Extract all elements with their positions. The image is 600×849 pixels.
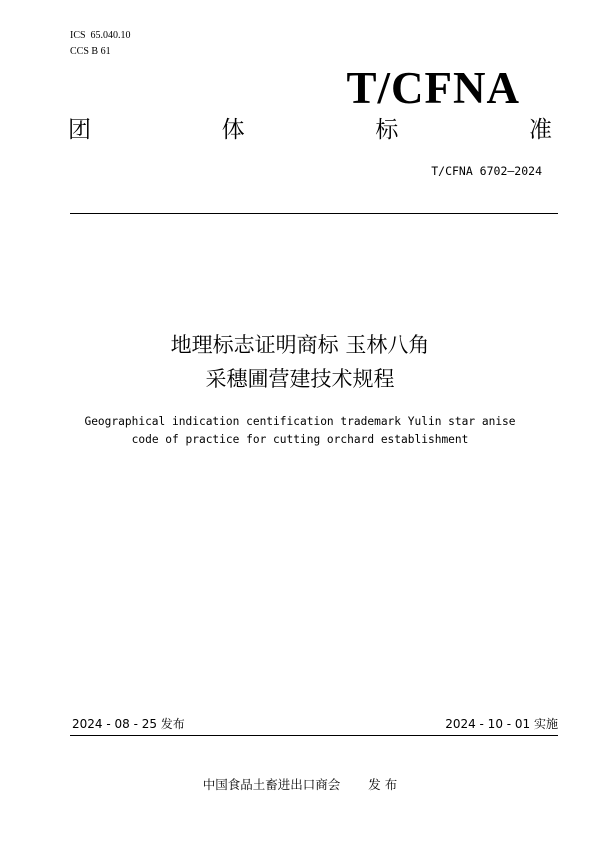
publisher-name: 中国食品土畜进出口商会 [202, 777, 341, 792]
ccs-code: CCS B 61 [70, 46, 111, 57]
publish-date: 2024 - 08 - 25 发布 [72, 717, 185, 731]
publish-label: 发 布 [368, 777, 398, 792]
ics-code: ICS 65.040.10 [70, 30, 131, 41]
title-cn-line-2: 采穗圃营建技术规程 [205, 367, 395, 391]
header-divider [70, 213, 558, 214]
publisher [0, 777, 600, 793]
title-en-line-2: code of practice for cutting orchard establishment [131, 433, 469, 446]
standard-number: T/CFNA 6702—2024 [431, 164, 542, 178]
title-cn-line-1: 地理标志证明商标 玉林八角 [170, 333, 430, 357]
footer-divider [70, 735, 558, 736]
document-type-char: 体 [221, 117, 245, 143]
document-type-char: 标 [375, 117, 399, 143]
document-type-char: 团 [68, 117, 91, 143]
document-type-char: 准 [528, 117, 552, 143]
org-logo-text: T/CFNA [346, 63, 520, 113]
implement-date: 2024 - 10 - 01 实施 [445, 717, 558, 731]
document-type [68, 116, 552, 144]
title-en-line-1: Geographical indication centification trademark Yulin star anise [84, 415, 516, 428]
